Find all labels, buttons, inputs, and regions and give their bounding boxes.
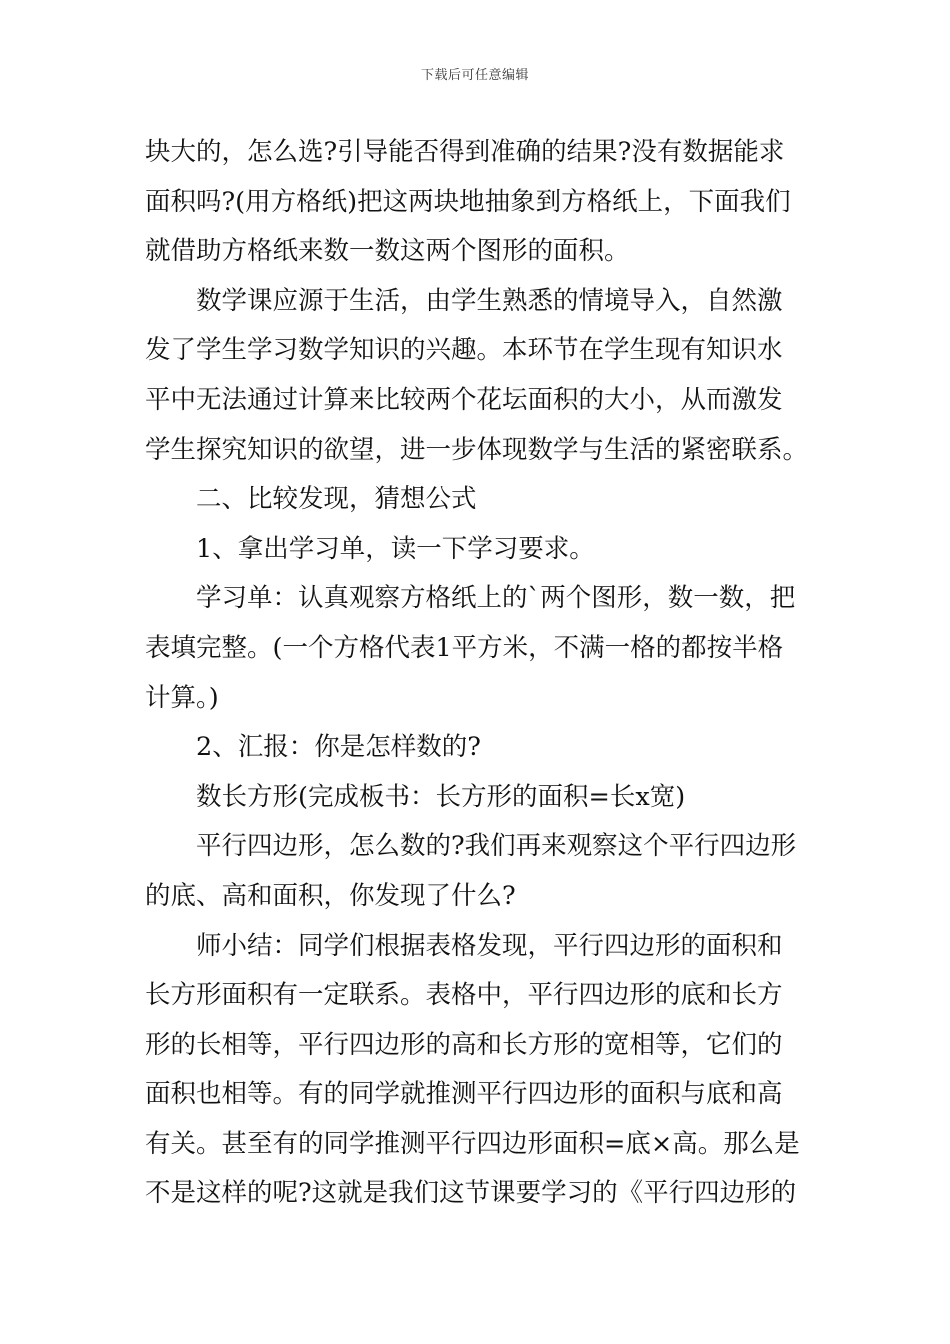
- text-line: 有关。甚至有的同学推测平行四边形面积=底×高。那么是: [145, 1128, 800, 1159]
- text-line: 就借助方格纸来数一数这两个图形的面积。: [145, 236, 630, 267]
- text-line: 平行四边形，怎么数的?我们再来观察这个平行四边形: [145, 831, 797, 862]
- paragraph: [145, 277, 807, 475]
- text-line: 面积也相等。有的同学就推测平行四边形的面积与底和高: [145, 1079, 783, 1110]
- text-line: 学习单：认真观察方格纸上的`两个图形，数一数，把: [145, 583, 796, 614]
- text-line: 发了学生学习数学知识的兴趣。本环节在学生现有知识水: [145, 335, 783, 366]
- paragraph: [145, 723, 807, 773]
- text-line: 数长方形(完成板书：长方形的面积=长x宽): [145, 781, 686, 812]
- text-line: 1、拿出学习单，读一下学习要求。: [145, 533, 595, 564]
- text-line: 块大的，怎么选?引导能否得到准确的结果?没有数据能求: [145, 137, 785, 167]
- text-line: 表填完整。(一个方格代表1平方米，不满一格的都按半格: [145, 632, 784, 663]
- page-header: 下载后可任意编辑: [420, 68, 529, 83]
- text-line: 计算。): [145, 682, 219, 713]
- text-line: 平中无法通过计算来比较两个花坛面积的大小，从而激发: [145, 384, 783, 415]
- text-line: 面积吗?(用方格纸)把这两块地抽象到方格纸上，下面我们: [145, 186, 791, 217]
- document-body: [145, 128, 807, 1219]
- text-line: 二、比较发现，猜想公式: [145, 484, 477, 515]
- paragraph: [145, 128, 807, 277]
- text-line: 数学课应源于生活，由学生熟悉的情境导入，自然激: [145, 285, 783, 316]
- text-line: 形的长相等，平行四边形的高和长方形的宽相等，它们的: [145, 1029, 783, 1060]
- text-line: 不是这样的呢?这就是我们这节课要学习的《平行四边形的: [145, 1178, 797, 1209]
- paragraph: [145, 922, 807, 1220]
- paragraph: [145, 822, 807, 921]
- paragraph: [145, 574, 807, 723]
- text-line: 的底、高和面积，你发现了什么?: [145, 880, 516, 911]
- section-heading: [145, 475, 807, 525]
- text-line: 师小结：同学们根据表格发现，平行四边形的面积和: [145, 930, 783, 961]
- paragraph: [145, 525, 807, 575]
- paragraph: [145, 773, 807, 823]
- text-line: 学生探究知识的欲望，进一步体现数学与生活的紧密联系。: [145, 434, 809, 465]
- text-line: 2、汇报：你是怎样数的?: [145, 732, 481, 763]
- text-line: 长方形面积有一定联系。表格中，平行四边形的底和长方: [145, 980, 783, 1011]
